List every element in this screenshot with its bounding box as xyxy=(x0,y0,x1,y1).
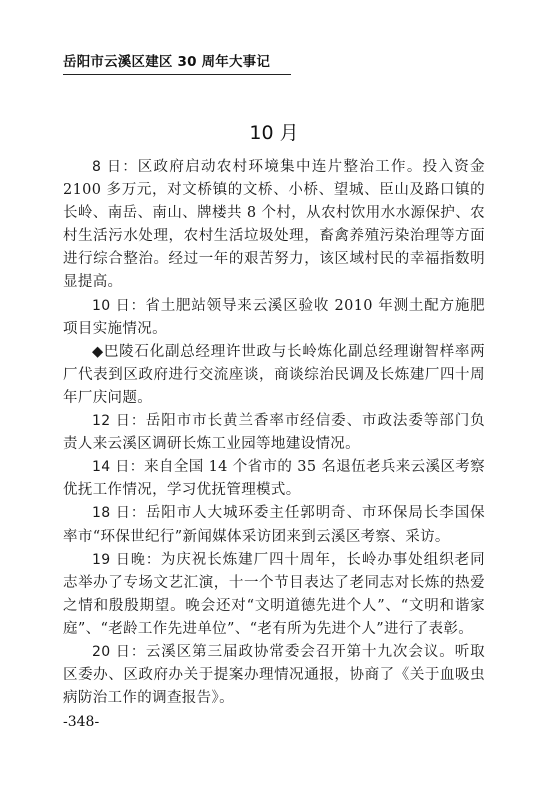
entry-text: 云溪区第三届政协常委会召开第十九次会议。听取区委办、区政府办关于提案办理情况通报，协商了《关于血吸虫病防治工作的调查报告》。 xyxy=(63,643,486,707)
page-number: -348- xyxy=(63,714,100,730)
entry-date: 19 日晚： xyxy=(92,551,161,568)
entry-oct-10 xyxy=(63,295,485,341)
entry-text: 岳阳市人大城环委主任郭明奇、市环保局长李国保率市“环保世纪行”新闻媒体采访团来到云溪区考察、采访。 xyxy=(63,505,486,545)
entry-oct-20 xyxy=(63,641,485,710)
chronicle-entries xyxy=(63,156,485,710)
entry-oct-19-evening xyxy=(63,549,485,641)
header-rule xyxy=(63,74,291,75)
entry-date: 18 日： xyxy=(92,505,146,522)
entry-date: 8 日： xyxy=(92,159,138,175)
entry-text: 省土肥站领导来云溪区验收 2010 年测土配方施肥项目实施情况。 xyxy=(63,297,485,337)
running-header: 岳阳市云溪区建区 30 周年大事记 xyxy=(63,54,271,70)
entry-date: 20 日： xyxy=(92,643,146,660)
entry-oct-8 xyxy=(63,156,485,295)
entry-text: 为庆祝长炼建厂四十周年，长岭办事处组织老同志举办了专场文艺汇演，十一个节目表达了老同志对长炼的热爱之情和殷殷期望。晚会还对“文明道德先进个人”、“文明和谐家庭”、“老龄工作先进单位”、“老有所为先进个人”进行了表彰。 xyxy=(63,551,485,637)
entry-oct-18 xyxy=(63,502,485,548)
month-title: 10 月 xyxy=(249,122,299,144)
entry-date: 14 日： xyxy=(92,459,145,476)
entry-text: 区政府启动农村环境集中连片整治工作。投入资金 2100 多万元，对文桥镇的文桥、小桥、望城、臣山及路口镇的长岭、南岳、南山、牌楼共 8 个村，从农村饮用水水源保护、农村生活污水处理，农村生活垃圾处理，畜禽养殖污染治理等方面进行综合整治。经过一年的艰苦努力，该区域村民的幸福指数明显提高。 xyxy=(63,159,485,291)
entry-date: 12 日： xyxy=(92,413,146,430)
entry-text: ◆巴陵石化副总经理许世政与长岭炼化副总经理谢智样率两厂代表到区政府进行交流座谈，商谈综治民调及长炼建厂四十周年厂庆问题。 xyxy=(63,343,485,406)
entry-oct-12 xyxy=(63,410,485,456)
entry-date: 10 日： xyxy=(92,297,146,314)
entry-text: 来自全国 14 个省市的 35 名退伍老兵来云溪区考察优抚工作情况，学习优抚管理模式。 xyxy=(63,459,486,499)
entry-oct-10-supplement xyxy=(63,341,485,410)
entry-text: 岳阳市市长黄兰香率市经信委、市政法委等部门负责人来云溪区调研长炼工业园等地建设情况。 xyxy=(63,413,486,453)
entry-oct-14 xyxy=(63,456,485,502)
